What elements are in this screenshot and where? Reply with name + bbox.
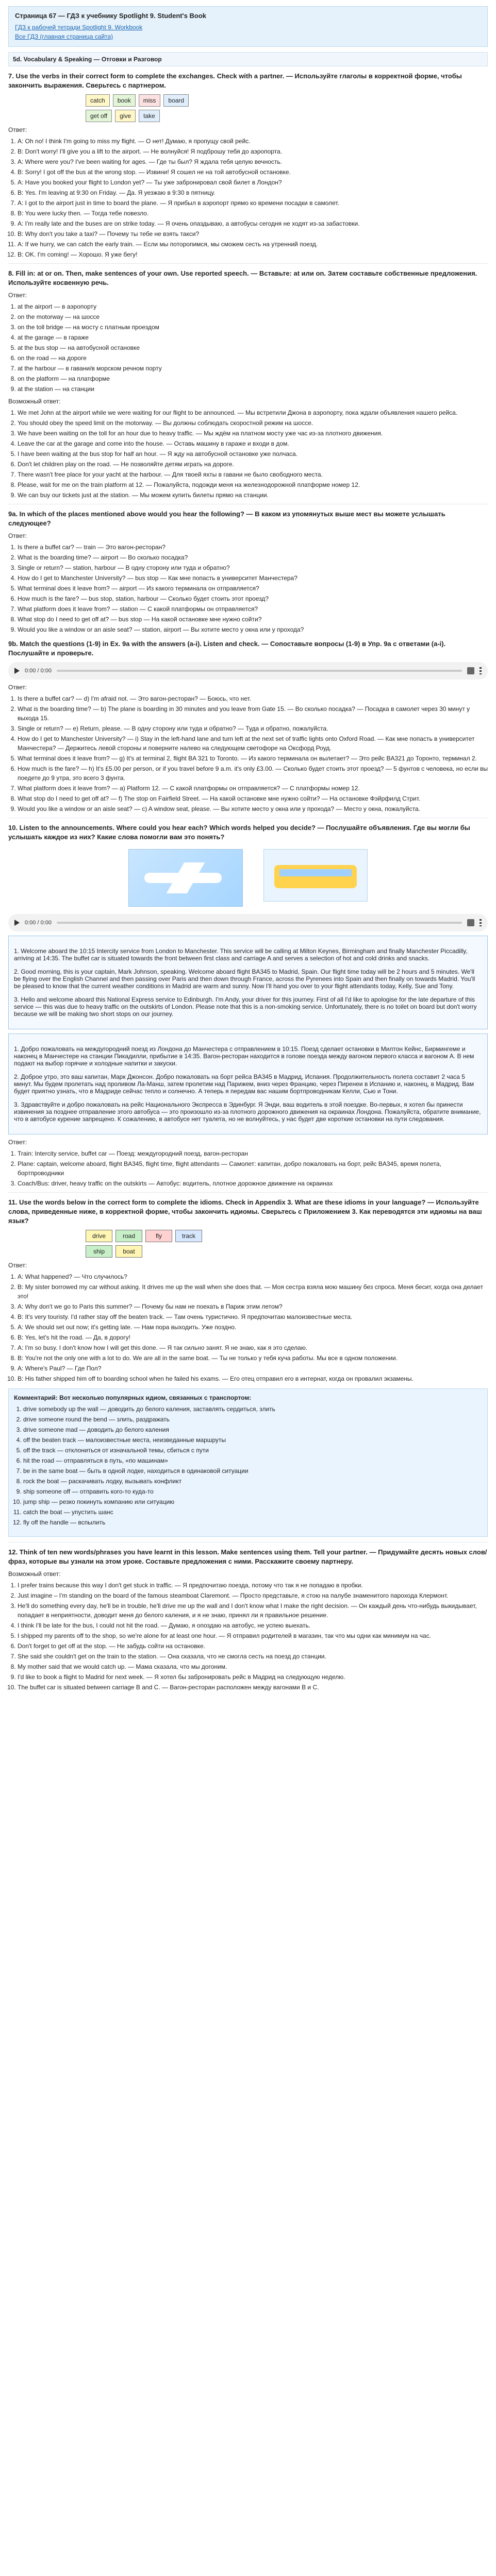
- bottom-spacer: [8, 1696, 488, 1706]
- ex7-answer-1: 1. A: Oh no! I think I'm going to miss my flight. — О нет! Думаю, я пропущу свой рейс.: [18, 137, 488, 146]
- ex11-answer-3: 3. A: Why don't we go to Paris this summer? — Почему бы нам не поехать в Париж этим летом?: [18, 1302, 488, 1311]
- ex10-translation-1: 1. Добро пожаловать на междугородний поезд из Лондона до Манчестера с отправлением в 10:15. Поезд сделает остановки в Милтон Кейнс, Бирмингеме и наконец в Манчестере на станции Пикадилли, прибытие в 14:35. Вагон-ресторан находится в голове поезда между вагоном первого класса и вагоном А. В нем подают на выбор горячие и холодные напитки и закуски.: [14, 1045, 474, 1067]
- ex12-answer-9: 9. I'd like to book a flight to Madrid for next week. — Я хотел бы забронировать рейс в Мадрид на следующую неделю.: [18, 1672, 488, 1682]
- ex9b-answer-9: 9. Would you like a window or an aisle seat? — c) A window seat, please. — Вы хотите место у окна или у прохода? — Место у окна, пожалуйста.: [18, 804, 488, 814]
- ex11-answers: [18, 1272, 488, 1383]
- ex9b-audio-player[interactable]: [8, 662, 488, 680]
- divider: [8, 1192, 488, 1193]
- ex9a-answers: [18, 543, 488, 634]
- ex10-answers: [18, 1149, 488, 1188]
- link-workbook[interactable]: ГДЗ к рабочей тетради Spotlight 9. Workbook: [15, 24, 143, 31]
- ex10-title: 10. Listen to the announcements. Where could you hear each? Which words helped you decide? — Послушайте объявления. Где вы могли бы услышать каждое из них? Какие слова помогли вам это понять?: [8, 824, 470, 841]
- ex7-answer-7: 7. A: I got to the airport just in time to board the plane. — Я прибыл в аэропорт прямо ко времени посадки в самолет.: [18, 198, 488, 208]
- ex7-answer-11: 11. A: If we hurry, we can catch the early train. — Если мы поторопимся, мы сможем сесть на утренний поезд.: [18, 240, 488, 249]
- ex9a-answer-label: Ответ:: [8, 532, 27, 539]
- ex8-answer-3: 3. on the toll bridge — на мосту с платным проездом: [18, 323, 488, 332]
- audio-progress[interactable]: [57, 922, 462, 924]
- ex9b-answers: [18, 694, 488, 814]
- ex8-answer-8: 8. on the platform — на платформе: [18, 374, 488, 383]
- audio-time: 0:00 / 0:00: [25, 920, 52, 926]
- ex10-translation-2: 2. Доброе утро, это ваш капитан, Марк Джонсон. Добро пожаловать на борт рейса BA345 в Мадрид, Испания. Продолжительность полета составит 2 часа 5 минут. Мы будем пролетать над проливом Ла-Манш, затем пролетим над Парижем, вниз через Францию, через Пиренеи в Испанию и, наконец, в Мадрид. Вам будет приятно узнать, что в Мадриде сейчас тепло и солнечно. А теперь я передам вас нашим бортпроводникам Келли, Сью и Тони.: [14, 1073, 474, 1095]
- ex9b-title: 9b. Match the questions (1-9) in Ex. 9a with the answers (a-i). Listen and check. — Сопоставьте вопросы (1-9) в Упр. 9a с ответами (a-i). Послушайте и проверьте.: [8, 640, 446, 657]
- ex7-answers: [18, 137, 488, 259]
- ex11-answer-9: 9. A: Where's Paul? — Где Пол?: [18, 1364, 488, 1373]
- comment-item: 10. jump ship — резко покинуть компанию или ситуацию: [23, 1497, 482, 1506]
- ex8-answer-1: 1. at the airport — в аэропорту: [18, 302, 488, 311]
- ex7-answer-2: 2. B: Don't worry! I'll give you a lift to the airport. — Не волнуйся! Я подброшу тебя до аэропорта.: [18, 147, 488, 156]
- ex8-possible-8: 8. Please, wait for me on the train platform at 12. — Пожалуйста, подожди меня на железнодорожной платформе номер 12.: [18, 480, 488, 489]
- ex9a-answer-7: 7. What platform does it leave from? — station — С какой платформы он отправляется?: [18, 604, 488, 614]
- word-road: road: [115, 1230, 142, 1242]
- ex12-answer-5: 5. I shipped my parents off to the shop, so we're alone for at least one hour. — Я отправил родителей в магазин, так что мы одни как минимум на час.: [18, 1631, 488, 1640]
- ex8-answers: [18, 302, 488, 394]
- ex8-answer-2: 2. on the motorway — на шоссе: [18, 312, 488, 321]
- word-book: book: [113, 94, 136, 107]
- ex7-answer-12: 12. B: OK. I'm coming! — Хорошо. Я уже бегу!: [18, 250, 488, 259]
- ex12-answer-8: 8. My mother said that we would catch up. — Мама сказала, что мы догоним.: [18, 1662, 488, 1671]
- ex9b-answer-1: 1. Is there a buffet car? — d) I'm afraid not. — Это вагон-ресторан? — Боюсь, что нет.: [18, 694, 488, 703]
- ex10-translation-3: 3. Здравствуйте и добро пожаловать на рейс Национального Экспресса в Эдинбург. Я Энди, ваш водитель в этой поездке. Во-первых, я хотел бы принести извинения за позднее отправление этого автобуса — это произошло из-за плотного дорожного движения на окраинах Лондона. Пожалуйста, обратите внимание, что в автобусе курение запрещено. К сожалению, в автобусе нет туалета, но не волнуйтесь, у нас будет две короткие остановки на пути следования.: [14, 1101, 481, 1123]
- word-ship: ship: [86, 1245, 112, 1258]
- ex8-possible-2: 2. You should obey the speed limit on the motorway. — Вы должны соблюдать скоростной режим на шоссе.: [18, 418, 488, 428]
- ex12-answers: [18, 1581, 488, 1692]
- ex12-answer-3: 3. He'll do something every day, he'll be in trouble, he'll drive me up the wall and I don't know what I make the right decision. — Он каждый день что-нибудь выкидывает, попадает в неприятности, доводит меня до белого каления, и я не знаю, принял ли я правильное решение.: [18, 1601, 488, 1620]
- ex9a-answer-6: 6. How much is the fare? — bus stop, station, harbour — Сколько будет стоить этот проезд?: [18, 594, 488, 603]
- ex8-possible-4: 4. Leave the car at the garage and come into the house. — Оставь машину в гараже и входи в дом.: [18, 439, 488, 448]
- ex7-answer-6: 6. B: Yes. I'm leaving at 9:30 on Friday. — Да. Я уезжаю в 9:30 в пятницу.: [18, 188, 488, 197]
- ex10-audio-player[interactable]: [8, 914, 488, 931]
- ex11-answer-label: Ответ:: [8, 1262, 27, 1269]
- ex11-answer-4: 4. B: It's very touristy. I'd rather stay off the beaten track. — Там очень туристично. Я предпочитаю малоизвестные места.: [18, 1312, 488, 1321]
- ex10-answer-1: 1. Train: Intercity service, buffet car — Поезд: междугородний поезд, вагон-ресторан: [18, 1149, 488, 1158]
- ex11-answer-10: 10. B: His father shipped him off to boarding school when he failed his exams. — Его отец отправил его в интернат, когда он провалил экзамены.: [18, 1374, 488, 1383]
- ex10-answer-2: 2. Plane: captain, welcome aboard, flight BA345, flight time, flight attendants — Самолет: капитан, добро пожаловать на борт, рейс BA345, время полета, бортпроводники: [18, 1159, 488, 1178]
- audio-progress[interactable]: [57, 670, 462, 672]
- ex7-answer-10: 10. B: Why don't you take a taxi? — Почему ты тебе не взять такси?: [18, 229, 488, 239]
- ex9a-answer-1: 1. Is there a buffet car? — train — Это вагон-ресторан?: [18, 543, 488, 552]
- ex7-answer-4: 4. B: Sorry! I got off the bus at the wrong stop. — Извини! Я сошел не на той автобусной остановке.: [18, 167, 488, 177]
- word-board: board: [163, 94, 189, 107]
- ex7-answer-9: 9. A: I'm really late and the buses are on strike today. — Я очень опаздываю, а автобусы сегодня не ходят из-за забастовки.: [18, 219, 488, 228]
- ex9b-answer-label: Ответ:: [8, 684, 27, 691]
- volume-icon[interactable]: [467, 919, 474, 926]
- word-take: take: [139, 110, 160, 122]
- ex9a-answer-3: 3. Single or return? — station, harbour — В одну сторону или туда и обратно?: [18, 563, 488, 572]
- word-give: give: [115, 110, 136, 122]
- ex12-answer-10: 10. The buffet car is situated between carriage B and C. — Вагон-ресторан расположен между вагонами B и C.: [18, 1683, 488, 1692]
- comment-title: Комментарий: Вот несколько популярных идиом, связанных с транспортом:: [14, 1394, 252, 1401]
- ex9a-answer-8: 8. What stop do I need to get off at? — bus stop — На какой остановке мне нужно сойти?: [18, 615, 488, 624]
- ex10-transcript: [8, 936, 488, 1029]
- ex8-possible-1: 1. We met John at the airport while we were waiting for our flight to be announced. — Мы встретили Джона в аэропорту, пока ждали объявления нашего рейса.: [18, 408, 488, 417]
- ex8-possible-7: 7. There wasn't free place for your yacht at the harbour. — Для твоей яхты в гавани не было свободного места.: [18, 470, 488, 479]
- word-track: track: [175, 1230, 202, 1242]
- ex9a-answer-2: 2. What is the boarding time? — airport — Во сколько посадка?: [18, 553, 488, 562]
- ex8-answer-5: 5. at the bus stop — на автобусной остановке: [18, 343, 488, 352]
- word-drive: drive: [86, 1230, 112, 1242]
- plane-illustration: [128, 849, 243, 907]
- ex10-answer-label: Ответ:: [8, 1139, 27, 1146]
- comment-item: 12. fly off the handle — вспылить: [23, 1518, 482, 1527]
- idioms-comment: [8, 1388, 488, 1537]
- link-home[interactable]: Все ГДЗ (главная страница сайта): [15, 33, 113, 40]
- ex11-answer-6: 6. B: Yes, let's hit the road. — Да, в дорогу!: [18, 1333, 488, 1342]
- ex8-title: 8. Fill in: at or on. Then, make sentences of your own. Use reported speech. — Вставьте: at или on. Затем составьте собственные предложения. Используйте косвенную речь.: [8, 269, 477, 286]
- audio-time: 0:00 / 0:00: [25, 668, 52, 674]
- ex10-text-3: 3. Hello and welcome aboard this National Express service to Edinburgh. I'm Andy, your driver for this journey. First of all I'd like to apologise for the late departure of this service — this was due to heavy traffic on the outskirts of London. Please note that this is a non-smoking service. Unfortunately, there is no toilet on board but don't worry because we will be making two short stops on our journey.: [14, 996, 477, 1018]
- volume-icon[interactable]: [467, 667, 474, 674]
- comment-list: [23, 1404, 482, 1527]
- ex12-title: 12. Think of ten new words/phrases you have learnt in this lesson. Make sentences using them. Tell your partner. — Придумайте десять новых слов/фраз, которые вы узнали на этом уроке. Составьте предложения с ними. Расскажите своему партнеру.: [8, 1548, 487, 1565]
- ex11-answer-7: 7. A: I'm so busy. I don't know how I will get this done. — Я так сильно занят. Я не знаю, как я это сделаю.: [18, 1343, 488, 1352]
- ex10-translation: [8, 1033, 488, 1134]
- ex8-possible-6: 6. Don't let children play on the road. — Не позволяйте детям играть на дороге.: [18, 460, 488, 469]
- ex7-answer-3: 3. A: Where were you? I've been waiting for ages. — Где ты был? Я ждала тебя целую вечность.: [18, 157, 488, 166]
- comment-item: 3. drive someone mad — доводить до белого каления: [23, 1425, 482, 1434]
- ex10-text-2: 2. Good morning, this is your captain, Mark Johnson, speaking. Welcome aboard flight BA345 to Madrid, Spain. Our flight time today will be 2 hours and 5 minutes. We'll be flying over the English Channel and then passing over Paris and then down through France, across the Pyrenees into Spain and then finally on towards Madrid. You'll be pleased to know that the current weather conditions in Madrid are warm and sunny. Now I'll hand you over to your flight attendants today, Kelly, Sue and Tony.: [14, 968, 475, 990]
- ex9b-answer-2: 2. What is the boarding time? — b) The plane is boarding in 30 minutes and you leave from Gate 15. — Во сколько посадка? — Посадка в самолет через 30 минут у выхода 15.: [18, 704, 488, 723]
- ex12-answer-2: 2. Just imagine – I'm standing on the board of the famous steamboat Claremont. — Просто представьте, я стою на палубе знаменитого парохода Клермонт.: [18, 1591, 488, 1600]
- word-fly: fly: [145, 1230, 172, 1242]
- comment-item: 11. catch the boat — упустить шанс: [23, 1507, 482, 1517]
- word-catch: catch: [86, 94, 110, 107]
- comment-item: 5. off the track — отклониться от изначальной темы, сбиться с пути: [23, 1446, 482, 1455]
- ex8-possible-3: 3. We have been waiting on the toll for an hour due to heavy traffic. — Мы ждём на платном мосту уже час из-за плотного движения.: [18, 429, 488, 438]
- ex12-possible-label: Возможный ответ:: [8, 1570, 61, 1578]
- ex8-answer-7: 7. at the harbour — в гавани/в морском речном порту: [18, 364, 488, 373]
- ex10-images: [8, 849, 488, 907]
- ex9b-answer-7: 7. What platform does it leave from? — a) Platform 12. — С какой платформы он отправляется? — С платформы номер 12.: [18, 784, 488, 793]
- ex10-answer-3: 3. Coach/Bus: driver, heavy traffic on the outskirts — Автобус: водитель, плотное дорожное движение на окраинах: [18, 1179, 488, 1188]
- ex9b-answer-4: 4. How do I get to Manchester University? — i) Stay in the left-hand lane and turn left at the next set of traffic lights onto Oxford Road. — Как мне попасть в университет Манчестера? — Держитесь левой стороны и поверните налево на следующем светофоре на Оксфорд Роуд.: [18, 734, 488, 753]
- section-title: 5d. Vocabulary & Speaking — Отговки и Разговор: [8, 52, 488, 66]
- ex8-answer-6: 6. on the road — на дороге: [18, 353, 488, 363]
- ex11-answer-8: 8. B: You're not the only one with a lot to do. We are all in the same boat. — Ты не только у тебя куча работы. Мы все в одном положении.: [18, 1353, 488, 1363]
- divider: [8, 1542, 488, 1543]
- bus-illustration: [263, 849, 368, 902]
- ex9b-answer-6: 6. How much is the fare? — h) It's £5.00 per person, or if you travel before 9 a.m. it's only £3.00. — Сколько будет стоить этот проезд? — 5 фунтов с человека, но если вы поедете до 9 утра, это всего 3 фунта.: [18, 764, 488, 783]
- ex12-answer-1: 1. I prefer trains because this way I don't get stuck in traffic. — Я предпочитаю поезда, потому что так я не попадаю в пробки.: [18, 1581, 488, 1590]
- ex7-title: 7. Use the verbs in their correct form to complete the exchanges. Check with a partner. — Используйте глаголы в корректной форме, чтобы закончить выражения. Сверьтесь с партнером.: [8, 72, 462, 89]
- comment-item: 9. ship someone off — отправить кого-то куда-то: [23, 1487, 482, 1496]
- comment-item: 1. drive somebody up the wall — доводить до белого каления, заставлять сердиться, злить: [23, 1404, 482, 1414]
- ex10-text-1: 1. Welcome aboard the 10:15 Intercity service from London to Manchester. This service will be calling at Milton Keynes, Birmingham and finally Manchester Piccadilly, arriving at 14:35. The buffet car is situated towards the front between first class and carriage A and serves a selection of hot and cold drinks and snacks.: [14, 947, 468, 962]
- more-icon[interactable]: [480, 667, 482, 674]
- more-icon[interactable]: [480, 919, 482, 926]
- comment-item: 6. hit the road — отправляться в путь, «по машинам»: [23, 1456, 482, 1465]
- ex11-word-box: [86, 1230, 488, 1258]
- comment-item: 7. be in the same boat — быть в одной лодке, находиться в одинаковой ситуации: [23, 1466, 482, 1476]
- play-icon[interactable]: [14, 668, 20, 674]
- word-get-off: get off: [86, 110, 112, 122]
- ex8-possible-9: 9. We can buy our tickets just at the station. — Мы можем купить билеты прямо на станции.: [18, 490, 488, 500]
- comment-item: 4. off the beaten track — малоизвестные места, неизведанные маршруты: [23, 1435, 482, 1445]
- ex7-answer-label: Ответ:: [8, 126, 27, 133]
- ex9a-answer-9: 9. Would you like a window or an aisle seat? — station, airport — Вы хотите место у окна или у прохода?: [18, 625, 488, 634]
- comment-item: 8. rock the boat — раскачивать лодку, вызывать конфликт: [23, 1477, 482, 1486]
- word-boat: boat: [115, 1245, 142, 1258]
- ex9b-answer-3: 3. Single or return? — e) Return, please. — В одну сторону или туда и обратно? — Туда и обратно, пожалуйста.: [18, 724, 488, 733]
- ex7-word-box: [86, 94, 199, 122]
- ex8-possible-label: Возможный ответ:: [8, 398, 61, 405]
- ex8-possible: [18, 408, 488, 500]
- ex7-answer-5: 5. A: Have you booked your flight to London yet? — Ты уже забронировал свой билет в Лондон?: [18, 178, 488, 187]
- comment-item: 2. drive someone round the bend — злить, раздражать: [23, 1415, 482, 1424]
- divider: [8, 263, 488, 264]
- ex11-answer-2: 2. B: My sister borrowed my car without asking. It drives me up the wall when she does that. — Моя сестра взяла мою машину без спроса. Меня бесит, когда она делает это!: [18, 1282, 488, 1301]
- ex7-answer-8: 8. B: You were lucky then. — Тогда тебе повезло.: [18, 209, 488, 218]
- ex9b-answer-5: 5. What terminal does it leave from? — g) It's at terminal 2, flight BA 321 to Toronto. — Из какого терминала он вылетает? — Это рейс BA321 до Торонто, терминал 2.: [18, 754, 488, 763]
- ex8-answer-4: 4. at the garage — в гараже: [18, 333, 488, 342]
- ex9a-title: 9a. In which of the places mentioned above would you hear the following? — В каком из упомянутых выше мест вы можете услышать следующее?: [8, 510, 445, 527]
- ex9a-answer-4: 4. How do I get to Manchester University? — bus stop — Как мне попасть в университет Манчестера?: [18, 573, 488, 583]
- ex9a-answer-5: 5. What terminal does it leave from? — airport — Из какого терминала он отправляется?: [18, 584, 488, 593]
- ex11-title: 11. Use the words below in the correct form to complete the idioms. Check in Appendix 3. What are these idioms in your language? — Используйте слова, приведенные ниже, в корректной форме, чтобы закончить идиомы. Сверьтесь с Приложением 3. Как переводятся эти идиомы на ваш язык?: [8, 1198, 482, 1225]
- ex8-answer-label: Ответ:: [8, 292, 27, 299]
- ex12-answer-4: 4. I think I'll be late for the bus, I could not hit the road. — Думаю, я опоздаю на автобус, не успею выехать.: [18, 1621, 488, 1630]
- ex11-answer-1: 1. A: What happened? — Что случилось?: [18, 1272, 488, 1281]
- page-title: Страница 67 — ГДЗ к учебнику Spotlight 9. Student's Book: [15, 12, 207, 20]
- header-box: [8, 6, 488, 47]
- ex11-answer-5: 5. A: We should set out now; it's getting late. — Нам пора выходить. Уже поздно.: [18, 1323, 488, 1332]
- play-icon[interactable]: [14, 920, 20, 926]
- ex12-answer-6: 6. Don't forget to get off at the stop. — Не забудь сойти на остановке.: [18, 1641, 488, 1651]
- ex8-answer-9: 9. at the station — на станции: [18, 384, 488, 394]
- ex8-possible-5: 5. I have been waiting at the bus stop for half an hour. — Я жду на автобусной остановке уже полчаса.: [18, 449, 488, 459]
- word-miss: miss: [139, 94, 161, 107]
- ex9b-answer-8: 8. What stop do I need to get off at? — f) The stop on Fairfield Street. — На какой остановке мне нужно сойти? — На остановке Фэйрфилд Стрит.: [18, 794, 488, 803]
- ex12-answer-7: 7. She said she couldn't get on the train to the station. — Она сказала, что не смогла сесть на поезд до станции.: [18, 1652, 488, 1661]
